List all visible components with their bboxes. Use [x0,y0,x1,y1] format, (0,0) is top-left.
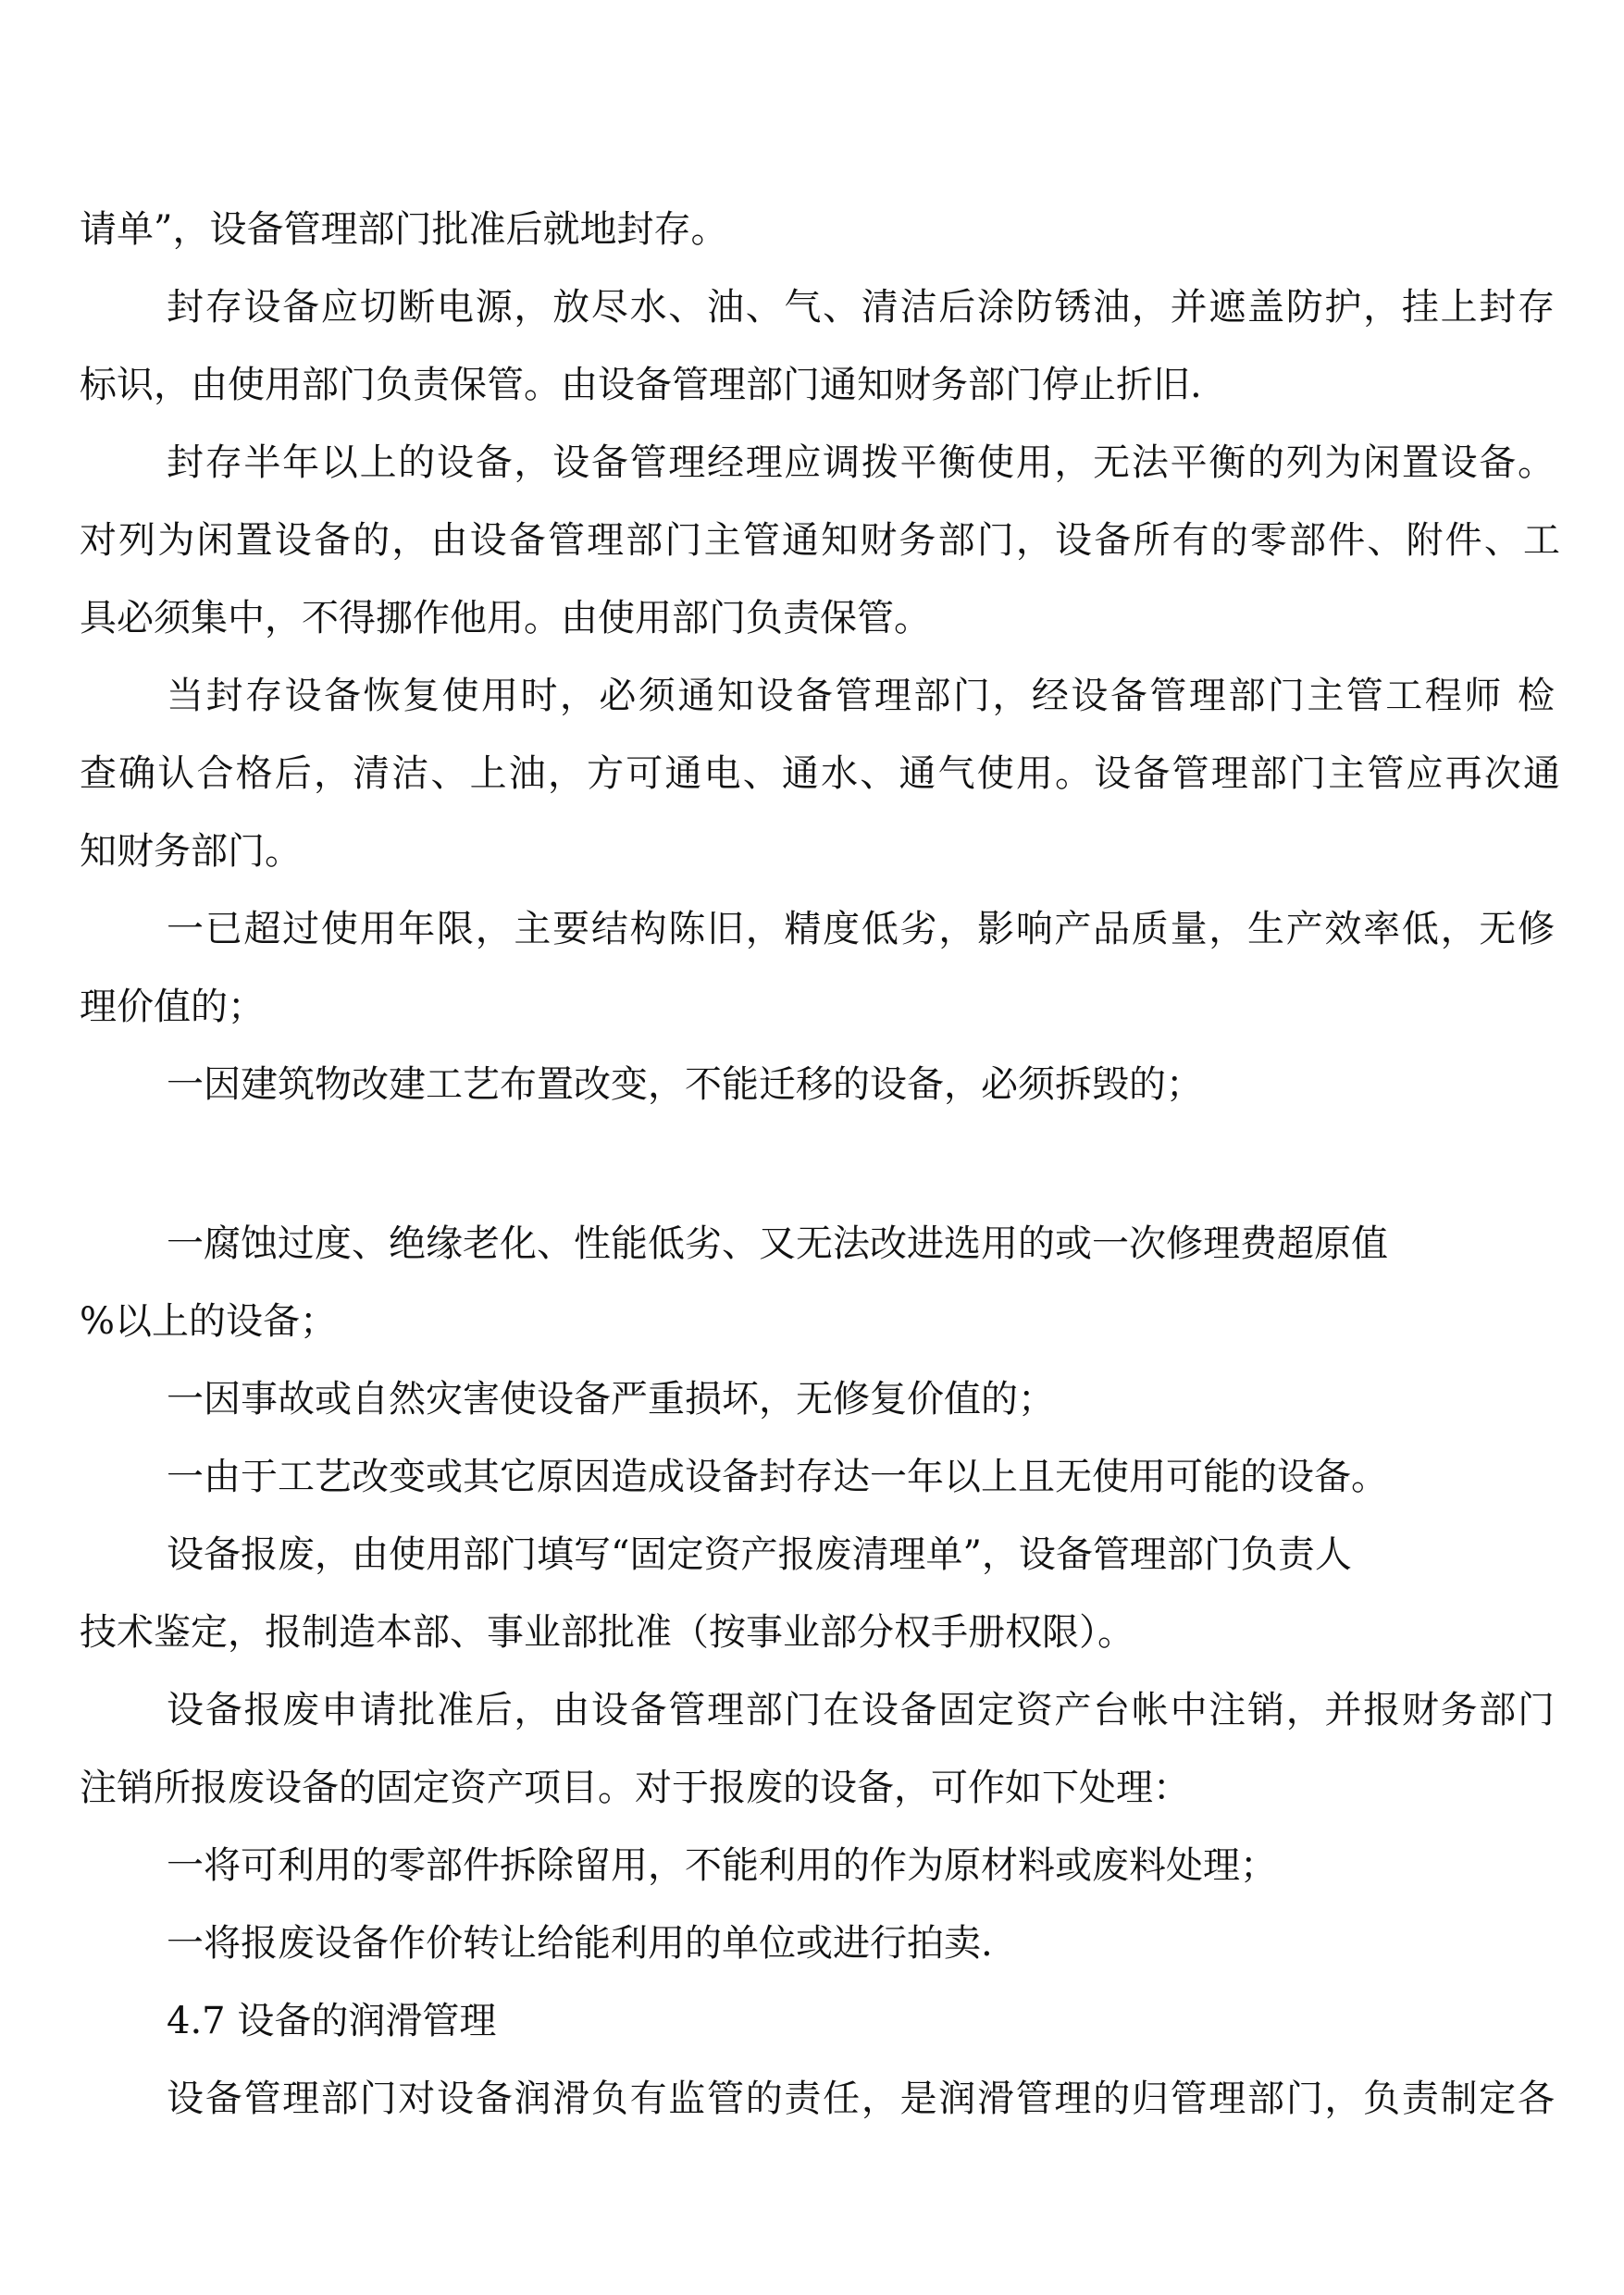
text-line-8: 查确认合格后，清洁、上油，方可通电、通水、通气使用。设备管理部门主管应再次通 [80,752,1560,795]
text-line-16: 一由于工艺改变或其它原因造成设备封存达一年以上且无使用可能的设备。 [167,1456,1388,1498]
text-line-24: 设备管理部门对设备润滑负有监管的责任，是润滑管理的归管理部门，负责制定各 [167,2078,1555,2120]
text-line-11: 理价值的； [80,986,265,1028]
text-line-20: 注销所报废设备的固定资产项目。对于报废的设备，可作如下处理： [80,1767,1190,1809]
text-line-22: 一将报废设备作价转让给能利用的单位或进行拍卖. [167,1922,993,1965]
text-line-13: 一腐蚀过度、绝缘老化、性能低劣、又无法改进选用的或一次修理费超原值 [167,1222,1388,1265]
text-line-6: 具必须集中，不得挪作他用。由使用部门负责保管。 [80,597,931,639]
text-line-18: 技术鉴定，报制造本部、事业部批准（按事业部分权手册权限）。 [80,1611,1134,1654]
text-line-10: 一已超过使用年限，主要结构陈旧，精度低劣，影响产品质量，生产效率低，无修 [167,908,1555,950]
text-line-4: 封存半年以上的设备，设备管理经理应调拨平衡使用，无法平衡的列为闲置设备。 [167,441,1555,484]
text-line-1: 请单”，设备管理部门批准后就地封存。 [80,208,728,251]
text-line-21: 一将可利用的零部件拆除留用，不能利用的作为原材料或废料处理； [167,1844,1277,1887]
text-line-2: 封存设备应切断电源，放尽水、油、气、清洁后涂防锈油，并遮盖防护，挂上封存 [167,286,1555,329]
section-heading: 4.7 设备的润滑管理 [167,2000,497,2042]
text-line-5: 对列为闲置设备的，由设备管理部门主管通知财务部门，设备所有的零部件、附件、工 [80,519,1560,562]
text-line-19: 设备报废申请批准后，由设备管理部门在设备固定资产台帐中注销，并报财务部门 [167,1689,1555,1731]
text-line-17: 设备报废，由使用部门填写“固定资产报废清理单”，设备管理部门负责人 [167,1533,1352,1576]
text-line-7: 当封存设备恢复使用时，必须通知设备管理部门，经设备管理部门主管工程师 检 [167,675,1555,717]
text-line-12: 一因建筑物改建工艺布置改变，不能迁移的设备，必须拆毁的； [167,1063,1203,1106]
text-line-9: 知财务部门。 [80,830,302,873]
text-line-14: %以上的设备； [80,1300,338,1343]
text-line-3: 标识，由使用部门负责保管。由设备管理部门通知财务部门停止折旧. [80,364,1202,406]
text-line-15: 一因事故或自然灾害使设备严重损坏，无修复价值的； [167,1378,1055,1420]
